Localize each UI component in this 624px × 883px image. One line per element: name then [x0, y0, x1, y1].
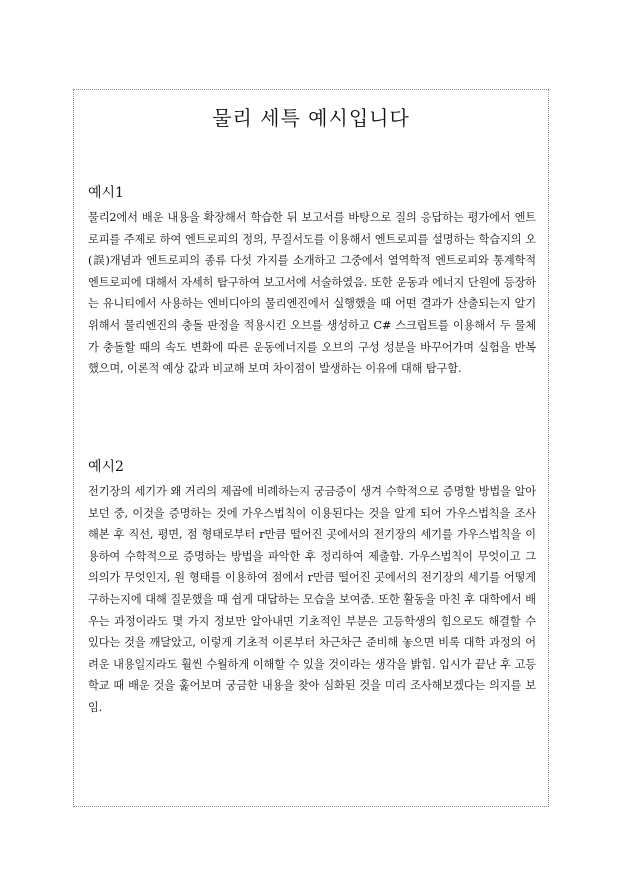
- document-page: [73, 89, 549, 807]
- document-title: 물리 세특 예시입니다: [212, 106, 410, 130]
- section-heading: 예시2: [88, 459, 124, 475]
- example-section-2: [88, 456, 536, 719]
- example-section-1: [88, 182, 536, 380]
- section-body: 전기장의 세기가 왜 거리의 제곱에 비례하는지 궁금증이 생겨 수학적으로 증명할 방법을 알아보던 중, 이것을 증명하는 것에 가우스법칙이 이용된다는 것을 알게 되어 가우스법칙을 조사해본 후 직선, 평면, 점 형태로부터 r만큼 떨어진 곳에서의 전기장의 세기를 가우스법칙을 이용하여 수학적으로 증명하는 방법을 파악한 후 정리하여 제출함. 가우스법칙이 무엇이고 그 의의가 무엇인지, 원 형태를 이용하여 점에서 r만큼 떨어진 곳에서의 전기장의 세기를 어떻게 구하는지에 대해 질문했을 때 쉽게 대답하는 모습을 보여줌. 또한 활동을 마친 후 대학에서 배우는 과정이라도 몇 가지 정보만 알아내면 기초적인 부분은 고등학생의 힘으로도 해결할 수 있다는 것을 깨달았고, 이렇게 기초적 이론부터 차근차근 준비해 놓으면 비록 대학 과정의 어려운 내용일지라도 훨씬 수월하게 이해할 수 있을 것이라는 생각을 밝힘. 입시가 끝난 후 고등학교 때 배운 것을 훑어보며 궁금한 내용을 찾아 심화된 것을 미리 조사해보겠다는 의지를 보임.: [88, 485, 536, 714]
- section-body: 물리2에서 배운 내용을 확장해서 학습한 뒤 보고서를 바탕으로 질의 응답하는 평가에서 엔트로피를 주제로 하여 엔트로피의 정의, 무질서도를 이용해서 엔트로피를 설명하는 학습지의 오(誤)개념과 엔트로피의 종류 다섯 가지를 소개하고 그중에서 열역학적 엔트로피와 통계학적 엔트로피에 대해서 자세히 탐구하여 보고서에 서술하였음. 또한 운동과 에너지 단원에 등장하는 유니티에서 사용하는 엔비디아의 물리엔진에서 실행했을 때 어떤 결과가 산출되는지 알기 위해서 물리엔진의 충돌 판정을 적용시킨 오브를 생성하고 C# 스크립트를 이용해서 두 물체가 충돌할 때의 속도 변화에 따른 운동에너지를 오브의 구성 성분을 바꾸어가며 실험을 반복했으며, 이론적 예상 값과 비교해 보며 차이점이 발생하는 이유에 대해 탐구함.: [88, 211, 536, 376]
- section-heading: 예시1: [88, 185, 124, 201]
